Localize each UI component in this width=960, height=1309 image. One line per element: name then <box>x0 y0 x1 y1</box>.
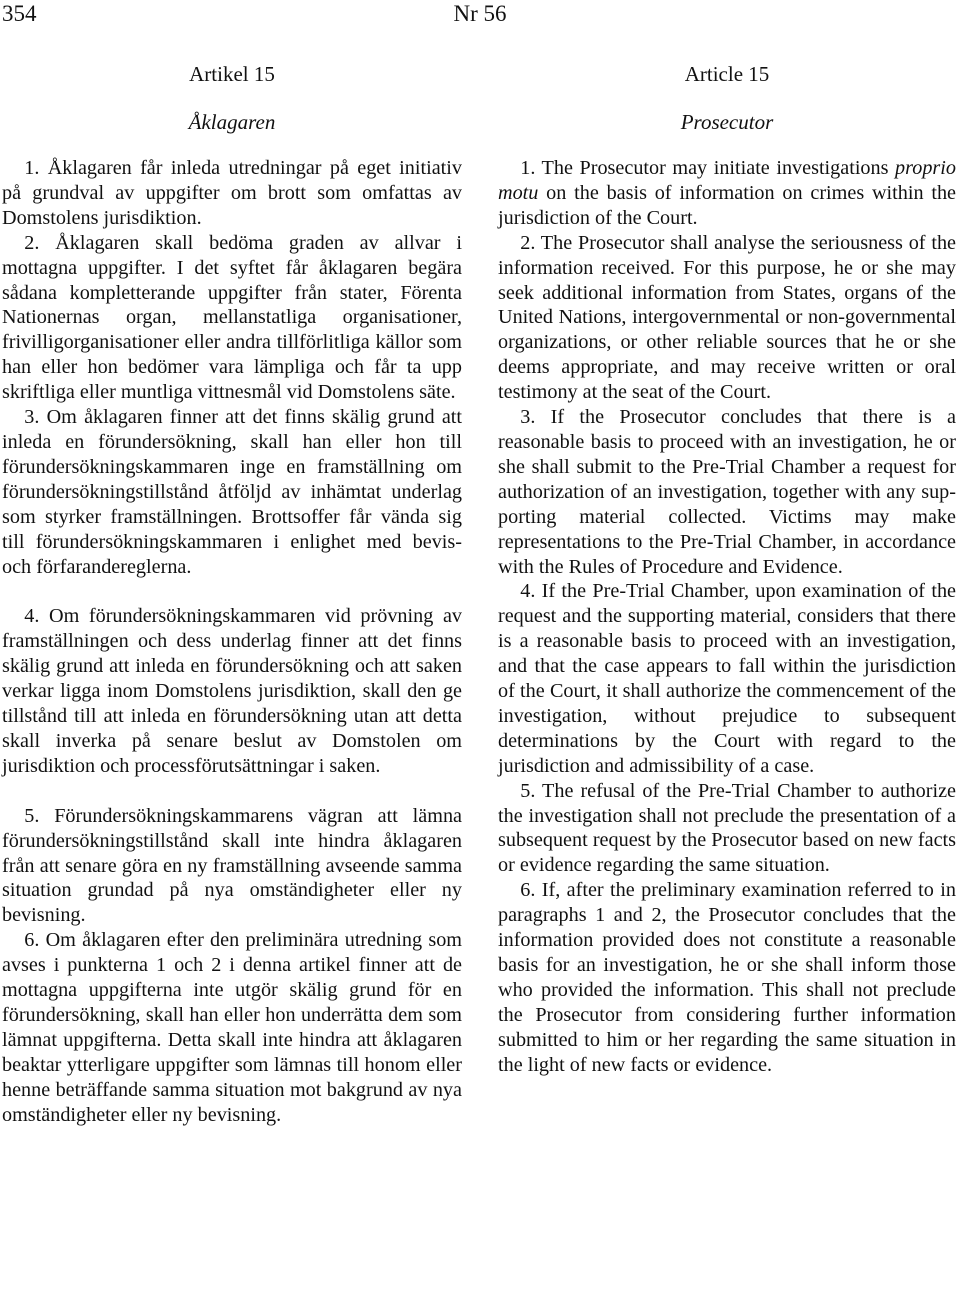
paragraph-sv-6: 6. Om åklagaren efter den preliminära utredning som avses i punkterna 1 och 2 i denna artikel finner att de mottagna uppgifterna inte utgör skälig grund för en förundersökning, skall han eller hon underrätta dem som lämnat uppgifterna. Detta skall inte hindra att åklagaren beaktar ytterligare uppgifter som lämnas till honom eller henne beträffande samma situation mot bakgrund av nya omständigheter eller ny bevisning. <box>2 929 462 1126</box>
paragraph-sv-5: 5. Förundersökningskammarens vägran att lämna förundersökningstillstånd skall inte hindra åklagaren från att senare göra en ny framställning avseende samma situation grundad på nya omständigheter eller ny bevisning. <box>2 804 462 927</box>
paragraph-sv-2: 2. Åklagaren skall bedöma graden av allvar i mottagna uppgifter. I det syftet får åklagaren begära sådana kompletterande uppgifter från stater, Förenta Nationernas organ, mellanstatliga organisationer, frivilligorganisationer eller andra tillförlitliga källor som han eller hon bedömer vara lämpliga och får ta upp skriftliga eller muntliga vittnesmål vid Domstolens säte. <box>2 231 462 404</box>
page-number: 354 <box>2 1 37 26</box>
paragraph-sv-1: 1. Åklagaren får inleda utredningar på eget initiativ på grundval av uppgifter om brott som omfattas av Domstolens jurisdiktion. <box>2 157 462 229</box>
paragraph-en-1 <box>498 156 956 231</box>
paragraph-en-3: 3. If the Prosecutor concludes that there is a reasonable basis to proceed with an investigation, he or she shall submit to the Pre-Trial Chamber a request for authorization of an investigation, together with any supporting material collected. Victims may make representations to the Pre-Trial Chamber, in accordance with the Rules of Procedure and Evidence. <box>498 406 956 578</box>
article-title-sv: Åklagaren <box>188 110 276 134</box>
paragraph-en-6: 6. If, after the preliminary examination referred to in paragraphs 1 and 2, the Prosecutor concludes that the information provided does not constitute a reasonable basis for an investigation, he or she shall inform those who provided the information. This shall not preclude the Prosecutor from considering further information submitted to him or her regarding the same situation in the light of new facts or evidence. <box>498 879 956 1076</box>
paragraph-sv-4: 4. Om förundersökningskammaren vid prövning av framställningen och dess underlag finner att det finns skälig grund att inleda en förundersökning och att saken verkar ligga inom Domstolens jurisdiktion, skall den ge tillstånd till att inleda en förundersökning utan att detta skall inverka på senare beslut av Domstolen om jurisdiktion och processförutsättningar i saken. <box>2 605 462 777</box>
paragraph-sv-3: 3. Om åklagaren finner att det finns skälig grund att inleda en förundersökning, skall han eller hon till förundersökningskammaren inge en framställning om förundersökningstillstånd åtföljd av inhämtat underlag som styrker framställningen. Brottsoffer får vända sig till förundersökningskammaren i enlighet med bevis- och förfarandereglerna. <box>2 406 462 578</box>
article-heading-en: Article 15 <box>684 62 770 86</box>
paragraph-en-1-start: 1. The Prosecutor may initiate investigations <box>520 157 896 179</box>
english-column <box>498 60 956 1078</box>
paragraph-en-4: 4. If the Pre-Trial Chamber, upon examination of the request and the supporting material, considers that there is a reasonable basis to proceed with an investigation, and that the case appears to fall within the jurisdiction of the Court, it shall authorize the commencement of the investigation, without prejudice to subsequent determinations by the Court with regard to the jurisdiction and admissibility of a case. <box>498 580 956 777</box>
paragraph-en-2: 2. The Prosecutor shall analyse the seriousness of the information received. For this purpose, he or she may seek additional information from States, organs of the United Nations, intergovernmental or non-governmental organizations, or other reliable sources that he or she deems appropriate, and may receive written or oral testimony at the seat of the Court. <box>498 231 956 404</box>
article-title-en: Prosecutor <box>680 110 774 134</box>
latin-term: proprio motu <box>498 157 956 204</box>
page-header <box>0 0 960 32</box>
paragraph-en-5: 5. The refusal of the Pre-Trial Chamber to authorize the investigation shall not preclude the presentation of a subsequent request by the Prosecutor based on new facts or evidence regarding the same situation. <box>498 779 956 877</box>
journal-number: Nr 56 <box>453 1 507 26</box>
paragraph-en-1-end: on the basis of information on crimes within the jurisdiction of the Court. <box>498 181 956 229</box>
swedish-column <box>2 60 462 1128</box>
article-heading-sv: Artikel 15 <box>189 62 275 86</box>
